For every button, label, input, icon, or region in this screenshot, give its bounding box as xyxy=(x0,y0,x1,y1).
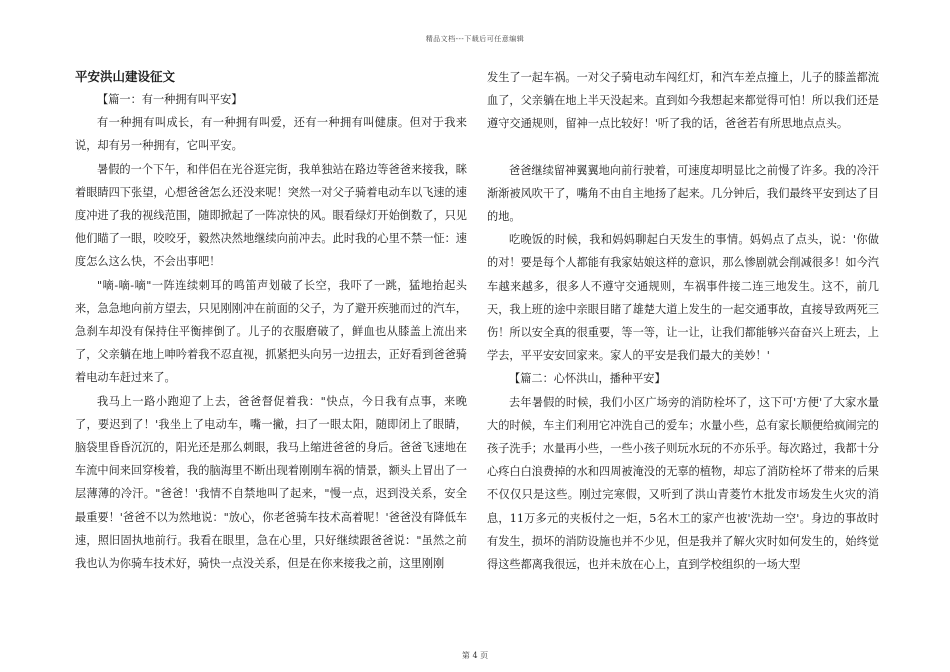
paragraph: 吃晚饭的时候，我和妈妈聊起白天发生的事情。妈妈点了点头，说：'你做的对！要是每个人都能有我家姑娘这样的意识，那么惨剧就会削减很多！如今汽车越来越多，很多人不遵守交通规则，车祸事件接二连三地发生。这不，前几天，我上班的途中亲眼目睹了雄楚大道上发生的一起交通事故，直接导致两死三伤！所以安全真的很重要，等一等，让一让，让我们都能够兴奋奋兴上班去，上学去，平平安安回家来。家人的平安是我们最大的美妙！' xyxy=(487,233,879,363)
section-heading-2: 【篇二：心怀洪山，播种平安】 xyxy=(509,372,666,386)
left-column xyxy=(75,66,467,575)
section-heading-1: 【篇一：有一种拥有叫平安】 xyxy=(97,93,243,106)
paragraph: 暑假的一个下午，和伴侣在光谷逛完街，我单独站在路边等爸爸来接我，眯着眼睛四下张望，心想爸爸怎么还没来呢！突然一对父子骑着电动车以飞速的速度冲进了我的视线范围，随即掀起了一阵凉快的风。眼看绿灯开始倒数了，只见他们瞄了一眼，咬咬牙，毅然决然地继续向前冲去。此时我的心里不禁一怔：速度怎么这么快，不会出事吧！ xyxy=(75,162,467,269)
paragraph: 爸爸继续留神翼翼地向前行驶着，可速度却明显比之前慢了许多。我的冷汗渐渐被风吹干了，嘴角不由自主地扬了起来。几分钟后，我们最终平安到达了目的地。 xyxy=(487,163,879,224)
paragraph: 我马上一路小跑迎了上去，爸爸督促着我："快点，今日我有点事，来晚了，要迟到了！'我坐上了电动车，嘴一撇，扫了一眼太阳，随即闭上了眼睛，脑袋里昏昏沉沉的，阳光还是那么刺眼，我马上缩进爸爸的身后。爸爸飞速地在车流中间来回穿梭着，我的脑海里不断出现着刚刚车祸的情景，额头上冒出了一层薄薄的冷汗。"爸爸！'我情不自禁地叫了起来，"慢一点，迟到没关系，安全最重要！'爸爸不以为然地说："放心，你老爸骑车技术高着呢！'爸爸没有降低车速，照旧固执地前行。我看在眼里，急在心里，只好继续跟爸爸说："虽然之前我也认为你骑车技术好，骑快一点没关系，但是在你来接我之前，这里刚刚 xyxy=(75,394,467,571)
page-header: 精品文档---下载后可任意编辑 xyxy=(425,35,525,43)
page-number: 第 4 页 xyxy=(461,651,489,660)
paragraph: "嘀-嘀-嘀"一阵连续刺耳的鸣笛声划破了长空，我吓了一跳，猛地抬起头来，急急地向前方望去，只见刚刚冲在前面的父子，为了避开疾驰而过的汽车，急刹车却没有保持住平衡摔倒了。儿子的衣服磨破了，鲜血也从膝盖上流出来了，父亲躺在地上呻吟着我不忍直视，抓紧把头向另一边扭去，正好看到爸爸骑着电动车赶过来了。 xyxy=(75,278,467,385)
paragraph-continued: 发生了一起车祸。一对父子骑电动车闯红灯，和汽车差点撞上，儿子的膝盖都流血了，父亲躺在地上半天没起来。直到如今我想起来都觉得可怕！所以我们还是遵守交通规则，留神一点比较好！'听了我的话，爸爸若有所思地点点头。 xyxy=(487,71,879,131)
paragraph-gap xyxy=(487,136,879,159)
document-title: 平安洪山建设征文 xyxy=(75,69,176,84)
paragraph: 去年暑假的时候，我们小区广场旁的消防栓坏了，这下可'方便'了大家水量大的时候，车主们利用它冲洗自己的爱车；水量小些，总有家长顺便给疯闹完的孩子洗手；水量再小些，一些小孩子则玩水玩的不亦乐乎。每次路过，我都十分心疼白白浪费掉的水和四周被淹没的无辜的植物，却忘了消防栓坏了带来的后果不仅仅只是这些。刚过完寒假，又听到了洪山青菱竹木批发市场发生火灾的消息，11万多元的夹板付之一炬，5名木工的家产也被'洗劫一空'。身边的事故时有发生，损坏的消防设施也并不少见，但是我并了解火灾时如何发生的，始终觉得这些都离我很远，也并未放在心上，直到学校组织的一场大型 xyxy=(487,395,879,572)
right-column xyxy=(487,66,879,576)
paragraph: 有一种拥有叫成长，有一种拥有叫爱，还有一种拥有叫健康。但对于我来说，却有另一种拥有，它叫平安。 xyxy=(75,116,467,153)
